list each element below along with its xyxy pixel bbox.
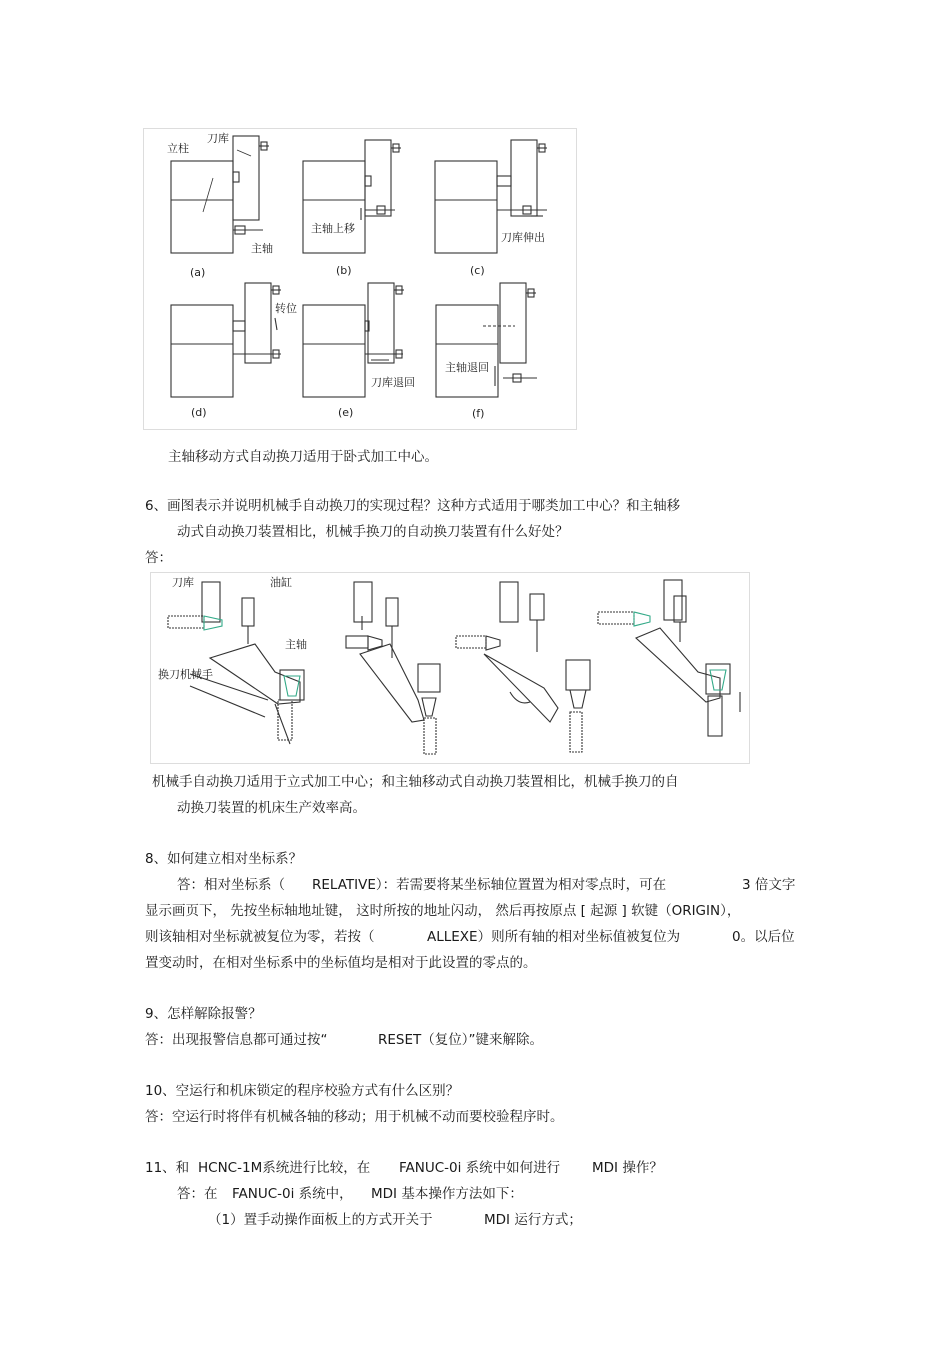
figure-manipulator-tool-change: [150, 572, 750, 764]
subfig-d: (d): [191, 406, 207, 419]
q9-answer-b: RESET（复位）”键来解除。: [378, 1032, 543, 1048]
q6-answer-line1: 机械手自动换刀适用于立式加工中心；和主轴移动式自动换刀装置相比，机械手换刀的自: [152, 774, 679, 790]
label-rotate: 转位: [275, 302, 297, 315]
subfig-c: (c): [470, 264, 485, 277]
q8-title: 8、如何建立相对坐标系？: [145, 851, 303, 867]
q11-answer-1: 答：在: [177, 1186, 218, 1202]
q11-title-2: HCNC-1M系统进行比较，在: [198, 1160, 371, 1176]
q9-answer-a: 答：出现报警信息都可通过按“: [145, 1032, 328, 1048]
q9-title: 9、怎样解除报警？: [145, 1006, 262, 1022]
label-mag-retract: 刀库退回: [371, 376, 415, 389]
subfig-f: (f): [472, 407, 485, 420]
label-mag-extend: 刀库伸出: [501, 231, 545, 244]
q11-title-4: MDI 操作？: [592, 1160, 663, 1176]
q8-line2: 显示画页下， 先按坐标轴地址键， 这时所按的地址闪动， 然后再按原点 [ 起源 ] 软键（ORIGIN），: [145, 903, 741, 919]
figure-spindle-moving-tool-change: [143, 128, 577, 430]
label-spindle-up: 主轴上移: [311, 222, 355, 235]
q8-line3-b: ALLEXE）则所有轴的相对坐标值被复位为: [427, 929, 681, 945]
subfig-e: (e): [338, 406, 354, 419]
q11-step1-b: MDI 运行方式；: [484, 1212, 582, 1228]
q11-answer-3: MDI 基本操作方法如下：: [371, 1186, 523, 1202]
q10-answer: 答：空运行时将伴有机械各轴的移动；用于机械不动而要校验程序时。: [145, 1109, 564, 1125]
q11-step1-a: （1）置手动操作面板上的方式开关于: [208, 1212, 433, 1228]
label-column: 立柱: [167, 142, 189, 155]
subfig-b: (b): [336, 264, 352, 277]
q8-line1-c: 3 倍文字: [742, 877, 796, 893]
q11-answer-2: FANUC-0i 系统中，: [232, 1186, 353, 1202]
label-spindle-back: 主轴退回: [445, 361, 489, 374]
q8-line4: 置变动时，在相对坐标系中的坐标值均是相对于此设置的零点的。: [145, 955, 537, 971]
figure1-caption: 主轴移动方式自动换刀适用于卧式加工中心。: [168, 449, 438, 465]
q8-line3-a: 则该轴相对坐标就被复位为零，若按（: [145, 929, 375, 945]
q8-line1-b: RELATIVE）：若需要将某坐标轴位置置为相对零点时，可在: [312, 877, 667, 893]
q8-line1-a: 答：相对坐标系（: [177, 877, 285, 893]
label-cylinder: 油缸: [270, 576, 292, 589]
label-spindle-2: 主轴: [285, 638, 307, 651]
label-manipulator: 换刀机械手: [158, 668, 213, 681]
label-magazine-2: 刀库: [172, 576, 194, 589]
q6-line2: 动式自动换刀装置相比，机械手换刀的自动换刀装置有什么好处？: [177, 524, 569, 540]
label-spindle: 主轴: [251, 242, 273, 255]
q11-title-3: FANUC-0i 系统中如何进行: [399, 1160, 561, 1176]
subfig-a: (a): [190, 266, 206, 279]
q6-answer-label: 答：: [145, 550, 172, 566]
q6-answer-line2: 动换刀装置的机床生产效率高。: [177, 800, 366, 816]
q8-line3-c: 0。以后位: [732, 929, 795, 945]
q11-title-1: 11、和: [145, 1160, 190, 1176]
q6-line1: 6、画图表示并说明机械手自动换刀的实现过程？这种方式适用于哪类加工中心？和主轴移: [145, 498, 681, 514]
q10-title: 10、空运行和机床锁定的程序校验方式有什么区别？: [145, 1083, 460, 1099]
label-magazine: 刀库: [207, 132, 229, 145]
